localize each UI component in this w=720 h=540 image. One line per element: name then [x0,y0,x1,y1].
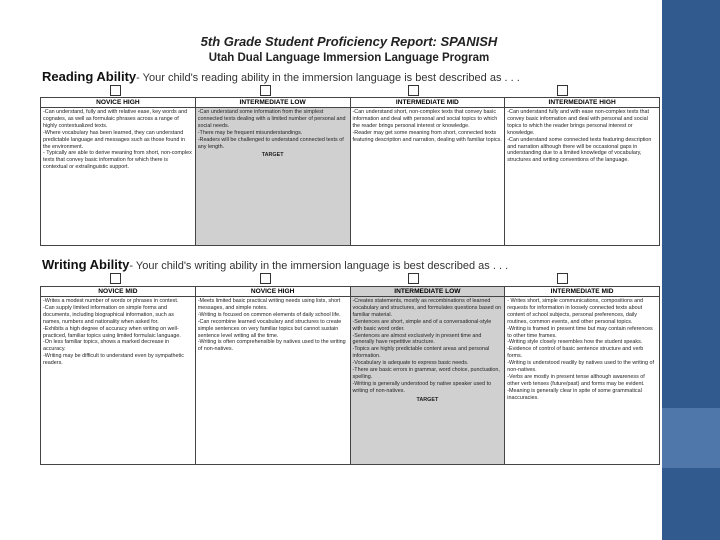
descriptor-line: -Writing style closely resembles how the student speaks. [507,339,643,346]
writing-checkbox-3[interactable] [408,273,419,284]
reading-checkbox-1[interactable] [110,85,121,96]
descriptor-line: -Writes a modest number of words or phrases in context. [43,298,179,304]
writing-checkbox-2[interactable] [260,273,271,284]
descriptor-line: -Writing is generally understood by native speaker used to writing of non-natives. [352,380,492,394]
writing-description: - Your child's writing ability in the immersion language is best described as . . . [129,260,509,272]
descriptor-line: -Can understand, fully and with relative ease, key words and cognates, as well as formulaic phrases across a range of highly contextualized texts. [43,109,188,129]
descriptor-line: -Sentences are short, simple and of a conversational-style with basic word order. [352,318,492,332]
reading-checkbox-3[interactable] [408,85,419,96]
reading-description: - Your child's reading ability in the immersion language is best described as . . . [136,72,520,84]
writing-header-2: NOVICE HIGH [195,287,350,297]
descriptor-line: -Writing is often comprehensible by natives used to the writing of non-natives. [197,339,346,353]
reading-cell-intermediate-low [195,108,350,246]
reading-header-2: INTERMEDIATE LOW [195,98,350,108]
reading-header-4: INTERMEDIATE HIGH [505,98,660,108]
proficiency-report [38,30,660,466]
reading-header-1: NOVICE HIGH [41,98,196,108]
reading-cell-intermediate-high [505,108,660,246]
writing-header-3: INTERMEDIATE LOW [350,287,505,297]
writing-label: Writing Ability [42,257,130,272]
reading-label: Reading Ability [42,69,137,84]
target-label: TARGET [261,152,284,159]
descriptor-line: - Writes short, simple communications, compositions and requests for information in loosely connected texts about content of school subjects, personal preferences, daily routines, common events, and other personal topics. [507,298,644,325]
writing-header-1: NOVICE MID [41,287,196,297]
descriptor-line: -Can understand some connected texts featuring description and narration although there will be occasional gaps in understanding due to a limited knowledge of vocabulary, structures and writing conventions of the language. [507,136,652,164]
reading-cell-intermediate-mid [350,108,505,246]
descriptor-line: -There are basic errors in grammar, word choice, punctuation, spelling. [352,367,500,380]
descriptor-line: -Can understand some information from the simplest connected texts dealing with a limited number of personal and social needs. [197,109,346,129]
reading-header-3: INTERMEDIATE MID [350,98,505,108]
writing-cell-intermediate-low [350,297,505,465]
writing-header-4: INTERMEDIATE MID [505,287,660,297]
descriptor-line: -Verbs are mostly in present tense although awareness of other verb tenses (future/past) and forms may be evident. [507,373,645,387]
descriptor-line: -Vocabulary is adequate to express basic needs. [352,360,469,367]
descriptor-line: -Meaning is generally clear in spite of some grammatical inaccuracies. [507,387,642,401]
reading-heading [42,69,520,84]
descriptor-line: -Can supply limited information on simple forms and documents, including biographical information, such as names, numbers and nationality when asked for. [43,304,174,325]
descriptor-line: -Can understand fully and with ease non-complex texts that convey basic information and deal with personal and social topics to which the reader brings personal interest or knowledge. [507,109,649,136]
descriptor-line: -Creates statements, mostly as recombinations of learned vocabulary and structures, and formulates questions based on familiar material. [352,298,502,318]
writing-heading [42,257,508,272]
descriptor-line: -Writing is understood readily by natives used to the writing of non-natives. [507,360,654,374]
descriptor-line: -Topics are highly predictable content areas and personal information. [352,346,490,360]
writing-checkbox-4[interactable] [557,273,568,284]
writing-table [40,286,660,465]
descriptor-line: -Can recombine learned vocabulary and structures to create simple sentences on very familiar topics but cannot sustain sentence level writing all the time. [197,318,342,339]
descriptor-line: -Exhibits a high degree of accuracy when writing on well-practiced, familiar topics using limited formulaic language. [43,325,181,339]
report-subtitle: Utah Dual Language Immersion Language Program [208,52,490,64]
writing-cell-novice-high [195,297,350,465]
writing-checkbox-1[interactable] [110,273,121,284]
descriptor-line: - Typically are able to derive meaning from short, non-complex texts that convey basic information for which there is contextual or extralinguistic support. [43,150,192,171]
descriptor-line: -Writing may be difficult to understand even by sympathetic readers. [43,353,184,367]
descriptor-line: -Writing is focused on common elements of daily school life. [197,311,341,318]
descriptor-line: -Reader may get some meaning from short, connected texts featuring description and narration, dealing with familiar topics. [352,129,502,143]
descriptor-line: -Writing is framed in present time but may contain references to other time frames. [507,325,653,339]
reading-cell-novice-high [41,108,196,246]
target-label: TARGET [416,396,439,403]
descriptor-line: -On less familiar topics, shows a marked decrease in accuracy. [43,339,170,353]
slide-accent-block [662,408,720,468]
reading-checkbox-4[interactable] [557,85,568,96]
writing-cell-novice-mid [41,297,196,465]
descriptor-line: -There may be frequent misunderstandings. [197,129,303,136]
descriptor-line: -Where vocabulary has been learned, they can understand predictable language and messages such as those found in the environment. [43,129,186,150]
descriptor-line: -Sentences are almost exclusively in present time and generally have repetitive structure. [352,332,482,346]
descriptor-line: -Meets limited basic practical writing needs using lists, short messages, and simple notes. [197,298,341,311]
report-title: 5th Grade Student Proficiency Report: SPANISH [200,34,498,49]
writing-cell-intermediate-mid [505,297,660,465]
descriptor-line: -Can understand short, non-complex texts that convey basic information and deal with personal and social topics to which the reader brings personal interest or knowledge. [352,109,498,129]
descriptor-line: -Evidence of control of basic sentence structure and verb forms. [507,346,644,360]
reading-table [40,97,660,246]
descriptor-line: -Readers will be challenged to understand connected texts of any length. [197,136,344,150]
slide-accent-bar [662,0,720,540]
reading-checkbox-2[interactable] [260,85,271,96]
